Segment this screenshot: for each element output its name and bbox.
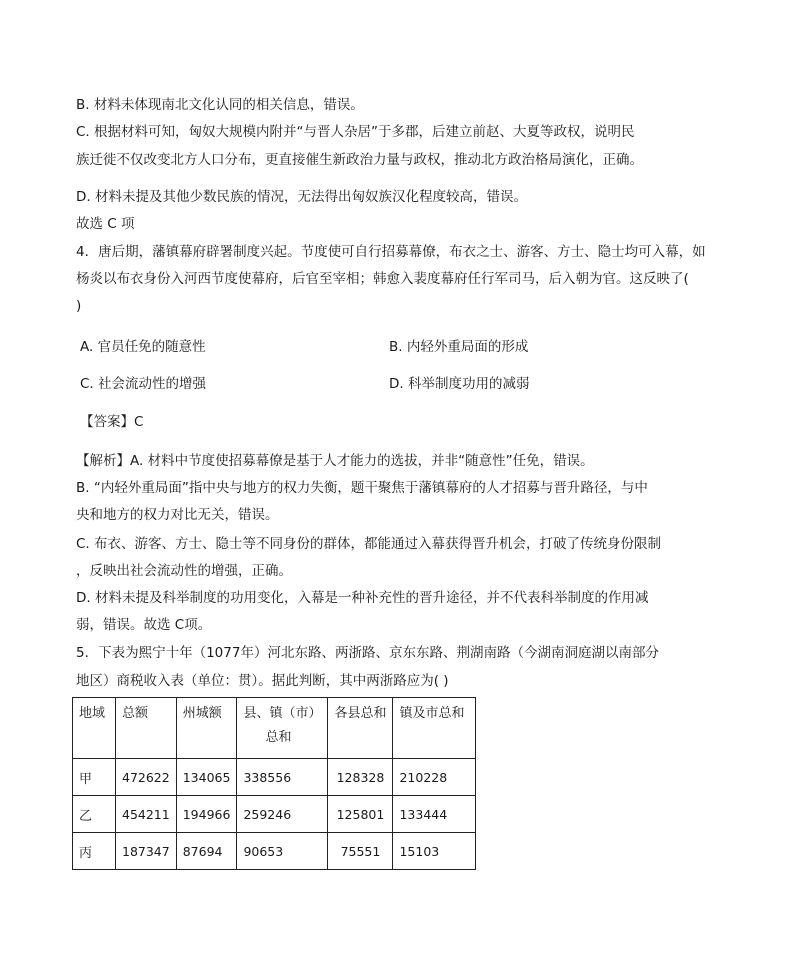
- cell-town-market-sum: 15103: [393, 833, 476, 870]
- cell-county-sum: 125801: [328, 796, 393, 833]
- cell-prefecture: 194966: [176, 796, 237, 833]
- q4-analysis-line7: 弱，错误。故选 C项。: [76, 617, 212, 633]
- tax-revenue-table: [72, 697, 476, 870]
- q4-option-a: A. 官员任免的随意性: [80, 339, 206, 355]
- header-total: 总额: [116, 698, 177, 759]
- q4-answer: 【答案】C: [80, 414, 144, 430]
- cell-county-town: 90653: [237, 833, 328, 870]
- q4-analysis-line3: 央和地方的权力对比无关，错误。: [76, 507, 279, 523]
- cell-region: 丙: [73, 833, 116, 870]
- q3-option-c-explanation-line2: 族迁徙不仅改变北方人口分布，更直接催生新政治力量与政权，推动北方政治格局演化，正确。: [76, 152, 643, 168]
- q4-stem-line2: 杨炎以布衣身份入河西节度使幕府，后官至宰相；韩愈入裴度幕府任行军司马，后入朝为官。这反映了(: [76, 271, 689, 287]
- cell-prefecture: 87694: [176, 833, 237, 870]
- cell-town-market-sum: 133444: [393, 796, 476, 833]
- q4-analysis-line6: D. 材料未提及科举制度的功用变化，入幕是一种补充性的晋升途径，并不代表科举制度的作用减: [76, 590, 649, 606]
- q3-selection: 故选 C 项: [76, 216, 135, 232]
- header-county-sum: 各县总和: [328, 698, 393, 759]
- q4-option-b: B. 内轻外重局面的形成: [389, 339, 529, 355]
- cell-town-market-sum: 210228: [393, 759, 476, 796]
- table-row: [73, 759, 476, 796]
- cell-prefecture: 134065: [176, 759, 237, 796]
- q4-analysis-line1: 【解析】A. 材料中节度使招募幕僚是基于人才能力的选拔，并非“随意性”任免，错误。: [76, 453, 594, 469]
- q3-option-c-explanation-line1: C. 根据材料可知，匈奴大规模内附并“与晋人杂居”于多郡，后建立前赵、大夏等政权，说明民: [76, 124, 635, 140]
- q3-option-b-explanation: B. 材料未体现南北文化认同的相关信息，错误。: [76, 97, 364, 113]
- cell-total: 454211: [116, 796, 177, 833]
- cell-total: 472622: [116, 759, 177, 796]
- cell-county-town: 338556: [237, 759, 328, 796]
- cell-county-town: 259246: [237, 796, 328, 833]
- cell-county-sum: 128328: [328, 759, 393, 796]
- q5-stem-line1: 5．下表为熙宁十年（1077年）河北东路、两浙路、京东东路、荆湖南路（今湖南洞庭湖以南部分: [76, 645, 659, 661]
- table-row: [73, 833, 476, 870]
- header-region: 地域: [73, 698, 116, 759]
- q4-analysis-line4: C. 布衣、游客、方士、隐士等不同身份的群体，都能通过入幕获得晋升机会，打破了传统身份限制: [76, 536, 662, 552]
- header-prefecture: 州城额: [176, 698, 237, 759]
- cell-region: 乙: [73, 796, 116, 833]
- table-row: [73, 796, 476, 833]
- q4-analysis-line5: ，反映出社会流动性的增强，正确。: [76, 563, 292, 579]
- cell-county-sum: 75551: [328, 833, 393, 870]
- cell-region: 甲: [73, 759, 116, 796]
- q4-option-c: C. 社会流动性的增强: [80, 376, 207, 392]
- q4-stem-line3: ): [76, 298, 82, 314]
- table-header-row: [73, 698, 476, 759]
- header-county-town-line2: 总和: [265, 730, 292, 745]
- q3-option-d-explanation: D. 材料未提及其他少数民族的情况，无法得出匈奴族汉化程度较高，错误。: [76, 189, 527, 205]
- q5-stem-line2: 地区）商税收入表（单位：贯）。据此判断，其中两浙路应为( ): [76, 673, 449, 689]
- header-county-town: [237, 698, 328, 759]
- q4-option-d: D. 科举制度功用的减弱: [389, 376, 530, 392]
- header-town-market-sum: 镇及市总和: [393, 698, 476, 759]
- header-county-town-line1: 县、镇（市）: [243, 706, 322, 721]
- q4-analysis-line2: B. “内轻外重局面”指中央与地方的权力失衡，题干聚焦于藩镇幕府的人才招募与晋升路径，与中: [76, 480, 648, 496]
- q4-stem-line1: 4．唐后期，藩镇幕府辟署制度兴起。节度使可自行招募幕僚，布衣之士、游客、方士、隐士均可入幕，如: [76, 244, 706, 260]
- cell-total: 187347: [116, 833, 177, 870]
